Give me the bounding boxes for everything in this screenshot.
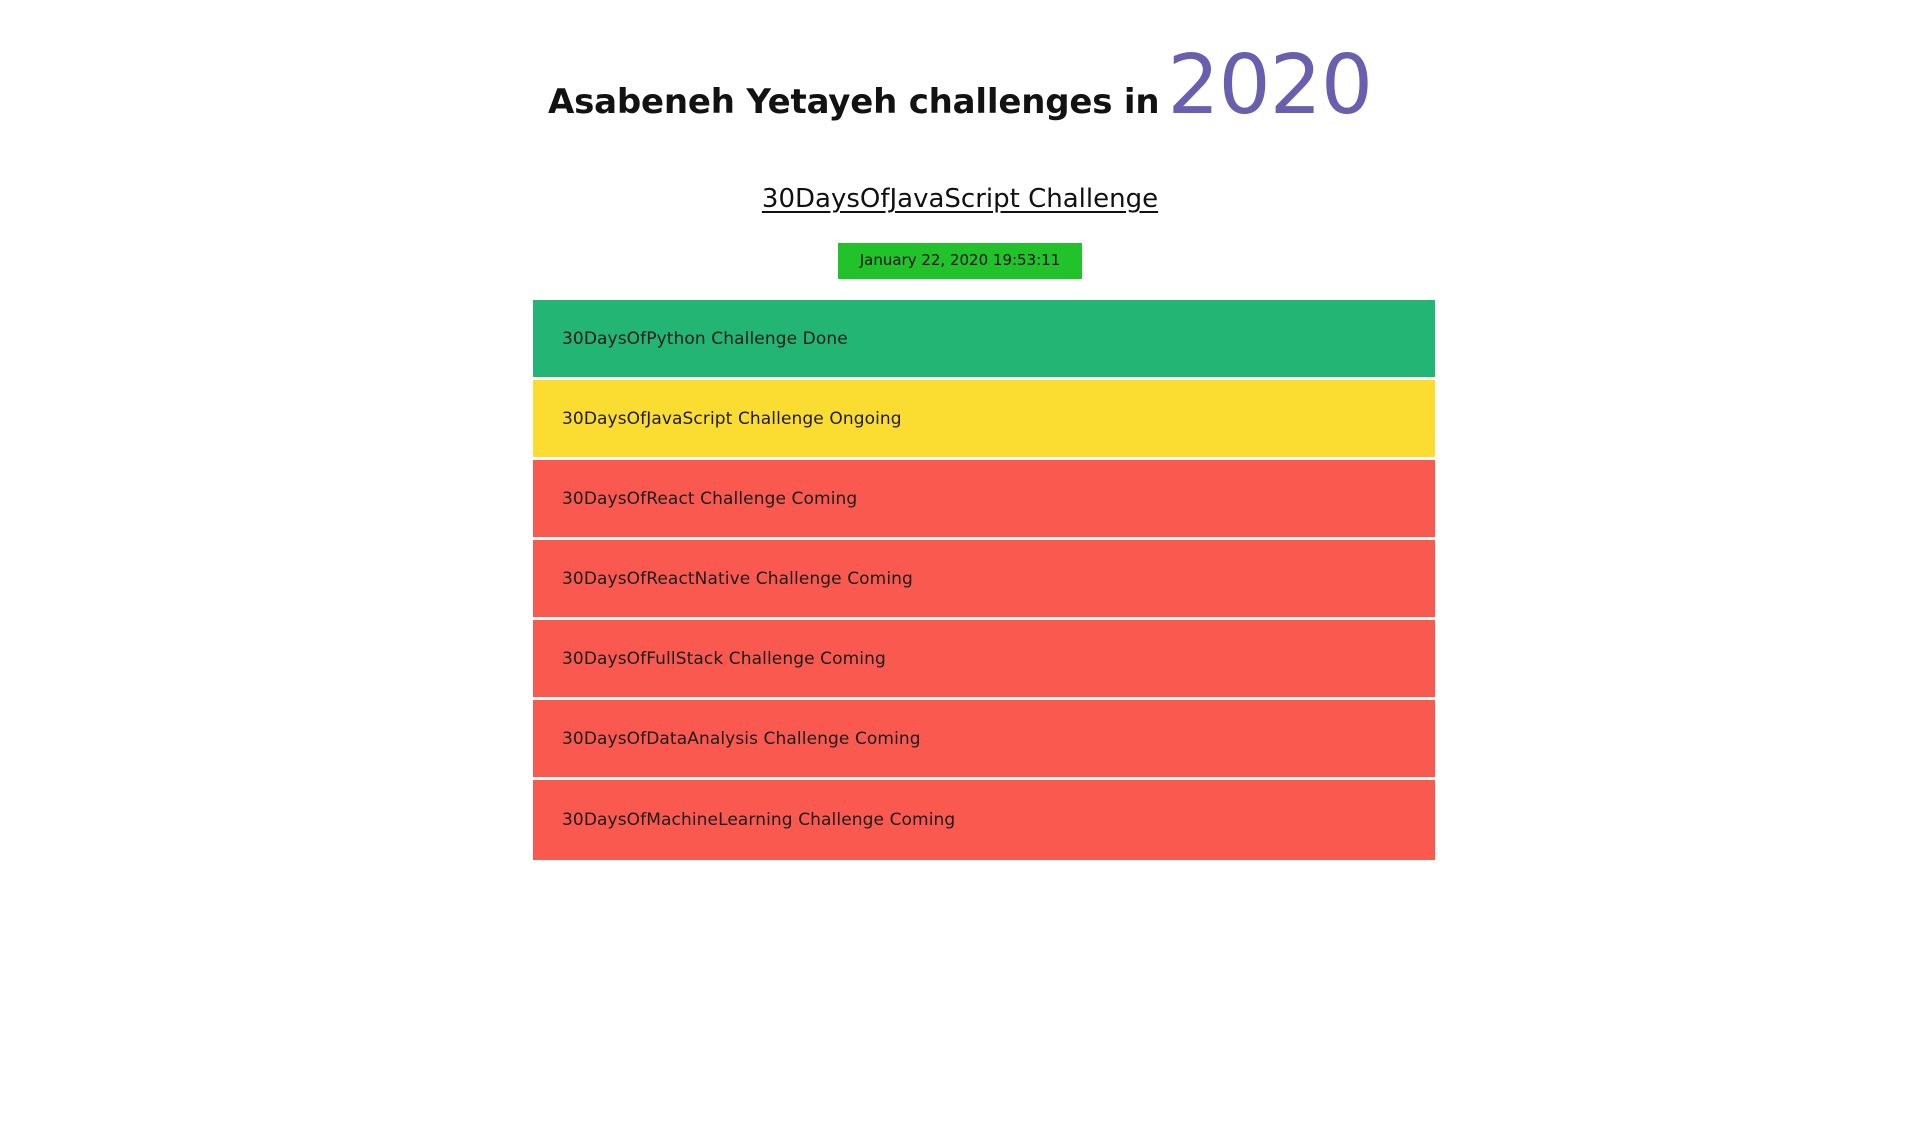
list-item-label: 30DaysOfJavaScript Challenge Ongoing (562, 408, 902, 429)
list-item[interactable] (533, 300, 1435, 380)
list-item-label: 30DaysOfMachineLearning Challenge Coming (562, 810, 956, 830)
page-title-year: 2020 (1167, 38, 1373, 133)
list-item-label: 30DaysOfPython Challenge Done (562, 328, 848, 349)
timestamp-badge: January 22, 2020 19:53:11 (838, 243, 1083, 279)
page-title (0, 38, 1920, 133)
list-item-label: 30DaysOfDataAnalysis Challenge Coming (562, 728, 921, 749)
subtitle-text: 30DaysOfJavaScript Challenge (761, 184, 1159, 214)
list-item-label: 30DaysOfReact Challenge Coming (562, 488, 858, 509)
page-title-text: Asabeneh Yetayeh challenges in (547, 82, 1160, 122)
subtitle-challenge (0, 184, 1920, 214)
time-badge-container (0, 243, 1920, 279)
list-item[interactable] (533, 700, 1435, 780)
list-item[interactable] (533, 620, 1435, 700)
list-item-label: 30DaysOfReactNative Challenge Coming (562, 568, 913, 589)
list-item[interactable] (533, 380, 1435, 460)
challenge-list (533, 300, 1435, 860)
list-item[interactable] (533, 780, 1435, 860)
list-item[interactable] (533, 460, 1435, 540)
list-item[interactable] (533, 540, 1435, 620)
list-item-label: 30DaysOfFullStack Challenge Coming (562, 648, 886, 669)
